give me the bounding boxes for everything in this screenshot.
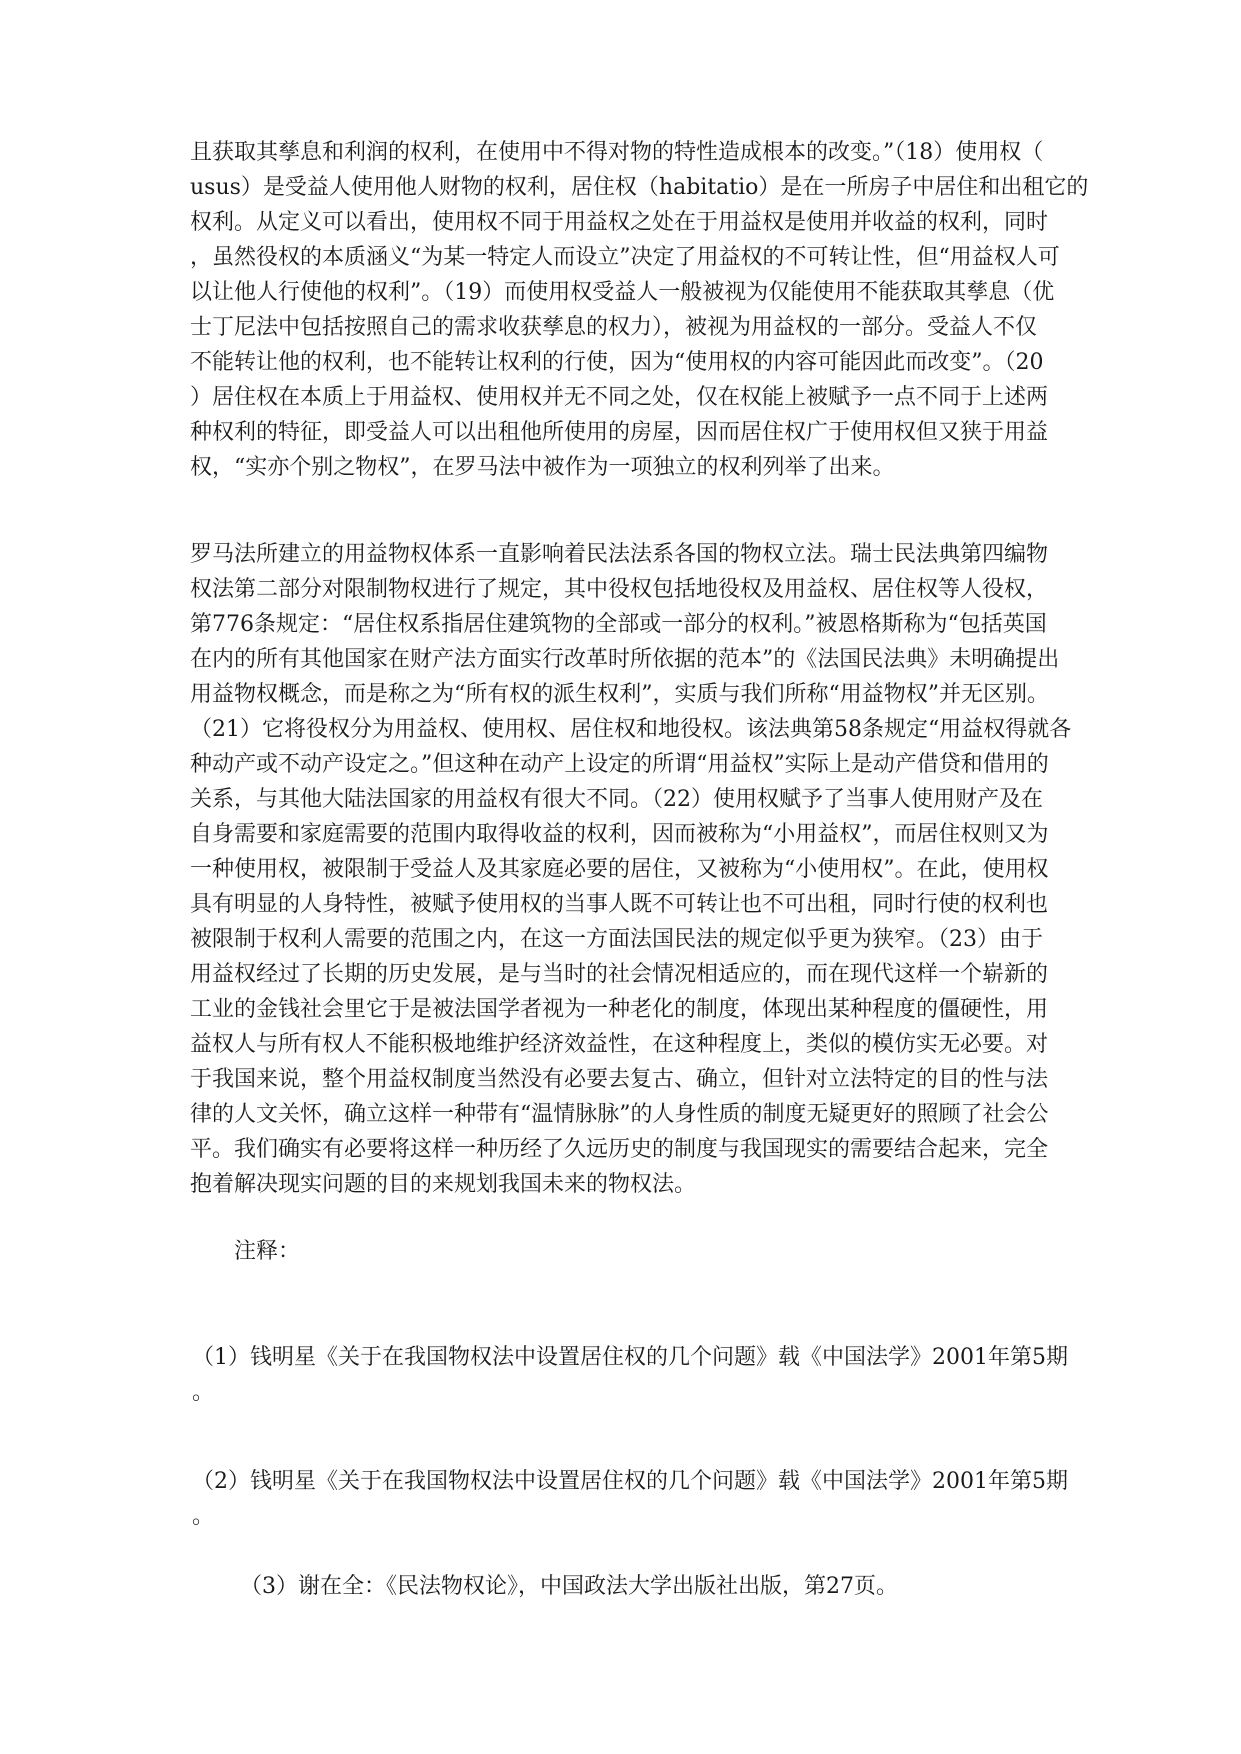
text-line: 罗马法所建立的用益物权体系一直影响着民法法系各国的物权立法。瑞士民法典第四编物 [190,542,1049,567]
footnote-1-continuation: 。 [192,1380,215,1405]
text-line: 益权人与所有权人不能积极地维护经济效益性，在这种程度上，类似的模仿实无必要。对 [190,1032,1049,1057]
text-line: 第776条规定：“居住权系指居住建筑物的全部或一部分的权利。”被恩格斯称为“包括英国 [190,612,1047,637]
text-line: 种权利的特征，即受益人可以出租他所使用的房屋，因而居住权广于使用权但又狭于用益 [190,420,1049,445]
text-line: 在内的所有其他国家在财产法方面实行改革时所依据的范本”的《法国民法典》未明确提出 [190,647,1060,672]
text-line: 抱着解决现实问题的目的来规划我国未来的物权法。 [190,1172,697,1197]
text-line: 自身需要和家庭需要的范围内取得收益的权利，因而被称为“小用益权”，而居住权则又为 [190,822,1049,847]
text-line: 权，“实亦个别之物权”，在罗马法中被作为一项独立的权利列举了出来。 [190,455,895,480]
text-line: 权利。从定义可以看出，使用权不同于用益权之处在于用益权是使用并收益的权利，同时 [190,210,1049,235]
text-line: 士丁尼法中包括按照自己的需求收获孳息的权力），被视为用益权的一部分。受益人不仅 [190,315,1038,340]
text-line: 被限制于权利人需要的范围之内，在这一方面法国民法的规定似乎更为狭窄。（23）由于 [190,927,1043,952]
text-line: ，虽然役权的本质涵义“为某一特定人而设立”决定了用益权的不可转让性，但“用益权人可 [190,245,1060,270]
text-line: 律的人文关怀，确立这样一种带有“温情脉脉”的人身性质的制度无疑更好的照顾了社会公 [190,1102,1049,1127]
text-line: 于我国来说，整个用益权制度当然没有必要去复古、确立，但针对立法特定的目的性与法 [190,1067,1049,1092]
text-line: 用益权经过了长期的历史发展，是与当时的社会情况相适应的，而在现代这样一个崭新的 [190,962,1049,987]
footnote-3: （3）谢在全：《民法物权论》，中国政法大学出版社出版，第27页。 [240,1574,898,1599]
text-line: 一种使用权，被限制于受益人及其家庭必要的居住，又被称为“小使用权”。在此，使用权 [190,857,1049,882]
text-line: （21）它将役权分为用益权、使用权、居住权和地役权。该法典第58条规定“用益权得就各 [190,717,1072,742]
text-line: 工业的金钱社会里它于是被法国学者视为一种老化的制度，体现出某种程度的僵硬性，用 [190,997,1049,1022]
footnote-2: （2）钱明星《关于在我国物权法中设置居住权的几个问题》载《中国法学》2001年第5期 [192,1469,1068,1494]
text-line: 权法第二部分对限制物权进行了规定，其中役权包括地役权及用益权、居住权等人役权， [190,577,1049,602]
text-line: usus）是受益人使用他人财物的权利，居住权（habitatio）是在一所房子中居住和出租它的 [190,175,1089,200]
text-line: 关系，与其他大陆法国家的用益权有很大不同。（22）使用权赋予了当事人使用财产及在 [190,787,1043,812]
text-line: ）居住权在本质上于用益权、使用权并无不同之处，仅在权能上被赋予一点不同于上述两 [190,385,1049,410]
text-line: 种动产或不动产设定之。”但这种在动产上设定的所谓“用益权”实际上是动产借贷和借用的 [190,752,1049,777]
text-line: 平。我们确实有必要将这样一种历经了久远历史的制度与我国现实的需要结合起来，完全 [190,1137,1049,1162]
text-line: 用益物权概念，而是称之为“所有权的派生权利”，实质与我们所称“用益物权”并无区别。 [190,682,1049,707]
footnote-2-continuation: 。 [192,1504,215,1529]
footnote-1: （1）钱明星《关于在我国物权法中设置居住权的几个问题》载《中国法学》2001年第5期 [192,1345,1068,1370]
text-line: 以让他人行使他的权利”。（19）而使用权受益人一般被视为仅能使用不能获取其孳息（优 [190,280,1055,305]
text-line: 不能转让他的权利，也不能转让权利的行使，因为“使用权的内容可能因此而改变”。（20 [190,350,1044,375]
notes-heading: 注释： [234,1239,301,1264]
text-line: 且获取其孳息和利润的权利，在使用中不得对物的特性造成根本的改变。”（18）使用权（ [190,140,1044,165]
text-line: 具有明显的人身特性，被赋予使用权的当事人既不可转让也不可出租，同时行使的权利也 [190,892,1049,917]
